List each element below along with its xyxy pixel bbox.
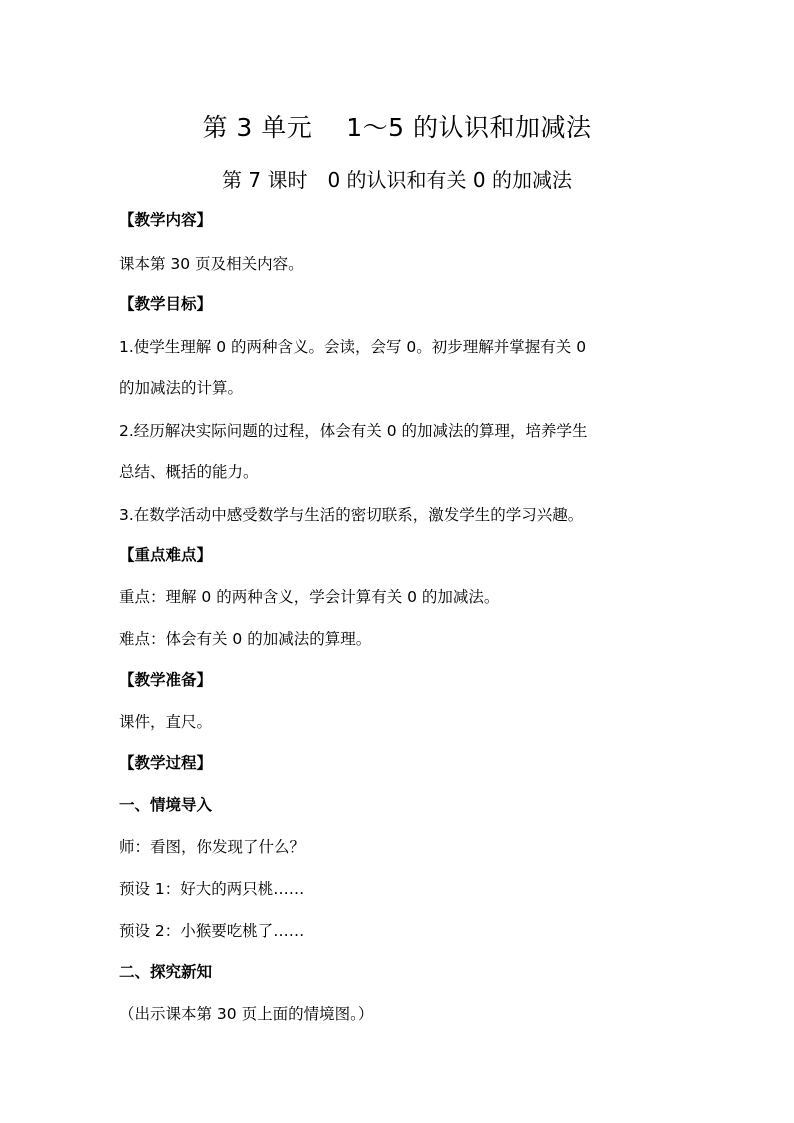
explore-instruction: （出示课本第 30 页上面的情境图。） [119,1005,374,1023]
objective-2-line-2: 总结、概括的能力。 [119,463,259,481]
section-heading-preparation: 【教学准备】 [119,671,213,689]
preparation-text: 课件，直尺。 [119,713,213,731]
lesson-subtitle: 第 7 课时 0 的认识和有关 0 的加减法 [222,168,572,192]
content-text: 课本第 30 页及相关内容。 [119,255,304,273]
subheading-explore: 二、探究新知 [119,963,213,981]
section-heading-objectives: 【教学目标】 [119,295,213,313]
unit-title: 第 3 单元 1～5 的认识和加减法 [202,113,592,142]
section-heading-process: 【教学过程】 [119,754,213,772]
section-heading-content: 【教学内容】 [119,211,213,229]
section-heading-key-points: 【重点难点】 [119,546,213,564]
objective-2-line-1: 2.经历解决实际问题的过程，体会有关 0 的加减法的算理，培养学生 [119,422,588,440]
subheading-introduction: 一、情境导入 [119,796,213,814]
objective-3: 3.在数学活动中感受数学与生活的密切联系，激发学生的学习兴趣。 [119,506,584,524]
difficult-point: 难点：体会有关 0 的加减法的算理。 [119,630,372,648]
objective-1-line-1: 1.使学生理解 0 的两种含义。会读，会写 0。初步理解并掌握有关 0 [119,338,587,356]
objective-1-line-2: 的加减法的计算。 [119,379,244,397]
teacher-question: 师：看图，你发现了什么？ [119,838,306,856]
preset-answer-1: 预设 1：好大的两只桃…… [119,880,305,898]
preset-answer-2: 预设 2：小猴要吃桃了…… [119,922,305,940]
key-point: 重点：理解 0 的两种含义，学会计算有关 0 的加减法。 [119,588,500,606]
